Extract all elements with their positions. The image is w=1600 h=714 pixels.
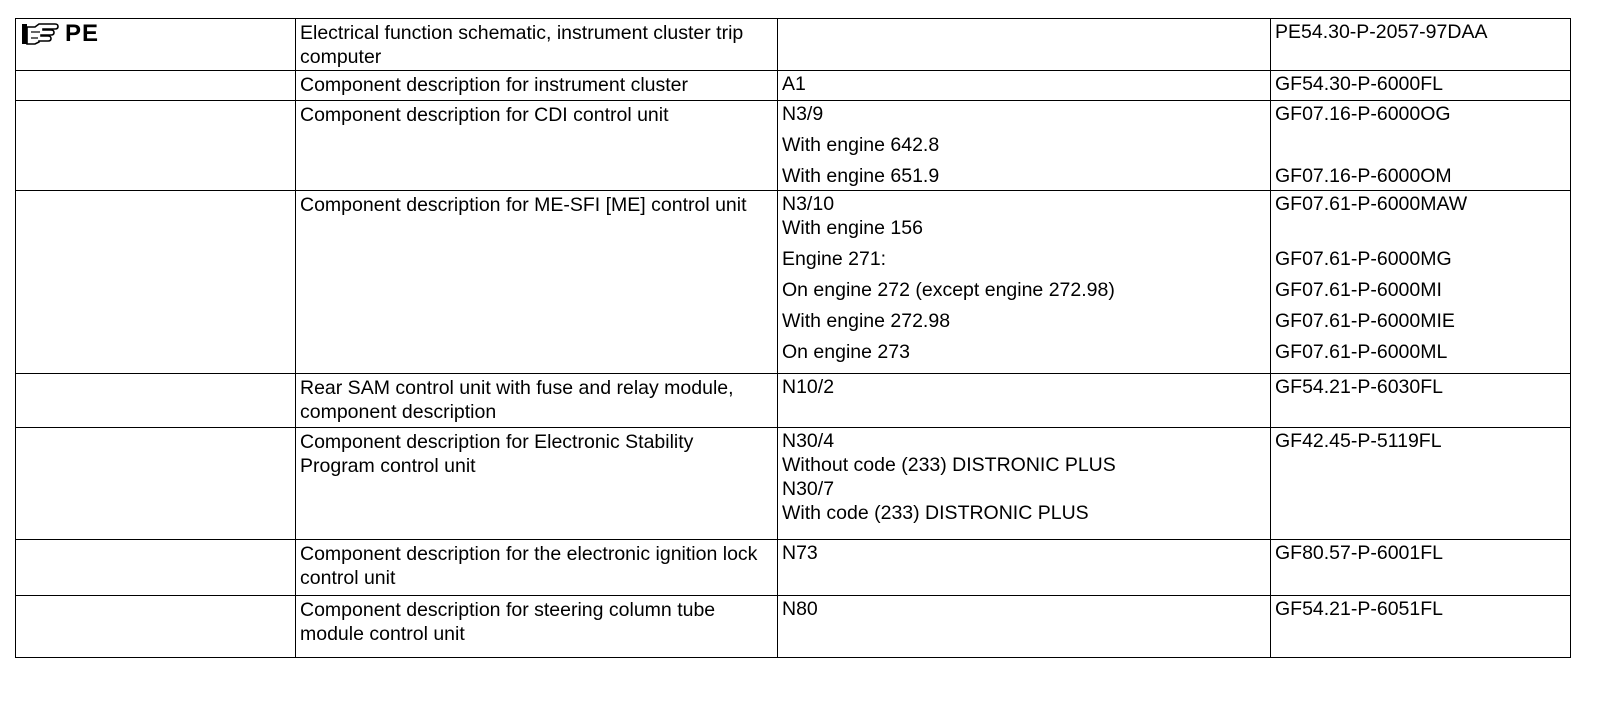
document-code-cell [1271,191,1571,374]
document-code-link[interactable]: GF07.61-P-6000MIE [1275,310,1455,332]
document-code-link[interactable]: GF07.61-P-6000ML [1275,341,1448,363]
description-cell [296,596,778,658]
document-code-link[interactable]: GF54.21-P-6051FL [1275,598,1444,620]
row-detail-line: With engine 642.8 [782,134,940,156]
table-row [16,71,1571,101]
detail-cell [778,71,1271,101]
table-row [16,19,1571,71]
row-detail-line: N80 [782,598,818,620]
detail-cell [778,540,1271,596]
document-code-cell [1271,101,1571,191]
description-cell [296,191,778,374]
empty-marker-cell [16,428,296,540]
document-code-link[interactable]: PE54.30-P-2057-97DAA [1275,21,1488,43]
description-cell [296,428,778,540]
document-code-link[interactable]: GF54.30-P-6000FL [1275,73,1444,95]
empty-marker-cell [16,596,296,658]
row-detail-line: With engine 651.9 [782,165,940,187]
reference-table-body [16,19,1571,658]
row-description: Component description for steering column tube module control unit [300,599,716,645]
row-detail-line: N73 [782,542,818,564]
row-detail-line: N3/10 [782,193,835,215]
detail-cell [778,191,1271,374]
row-detail-line: Without code (233) DISTRONIC PLUS [782,454,1116,476]
detail-cell [778,374,1271,428]
description-cell [296,540,778,596]
table-row [16,596,1571,658]
detail-cell [778,596,1271,658]
detail-cell [778,428,1271,540]
row-detail-line: N30/7 [782,478,835,500]
empty-marker-cell [16,374,296,428]
table-row [16,101,1571,191]
document-code-cell [1271,428,1571,540]
pe-marker [16,20,295,46]
document-code-cell [1271,596,1571,658]
row-detail-line: On engine 272 (except engine 272.98) [782,279,1115,301]
document-code-link[interactable]: GF42.45-P-5119FL [1275,430,1442,452]
document-code-cell [1271,540,1571,596]
document-code-link[interactable] [1271,133,1570,157]
detail-cell [778,101,1271,191]
row-detail-line: N3/9 [782,103,824,125]
description-cell [296,374,778,428]
row-description: Component description for the electronic ignition lock control unit [300,543,758,589]
row-description: Component description for ME-SFI [ME] control unit [300,194,747,216]
document-code-link[interactable]: GF07.61-P-6000MAW [1275,193,1468,215]
document-code-cell [1271,71,1571,101]
row-detail-line: A1 [782,73,806,95]
empty-marker-cell [16,191,296,374]
row-detail-line: N10/2 [782,376,835,398]
row-description: Component description for CDI control unit [300,104,669,126]
row-detail-line: N30/4 [782,430,835,452]
empty-marker-cell [16,101,296,191]
document-code-link[interactable]: GF07.61-P-6000MI [1275,279,1442,301]
document-code-link[interactable]: GF07.16-P-6000OG [1275,103,1451,125]
reference-table [15,18,1571,658]
description-cell [296,101,778,191]
document-code-link[interactable] [1271,216,1570,240]
description-cell [296,19,778,71]
row-description: Component description for instrument cluster [300,74,689,96]
row-detail-line: Engine 271: [782,248,887,270]
description-cell [296,71,778,101]
empty-marker-cell [16,540,296,596]
row-description: Component description for Electronic Stability Program control unit [300,431,694,477]
row-detail-line: With engine 156 [782,217,923,239]
row-detail-line: With engine 272.98 [782,310,951,332]
document-code-cell [1271,374,1571,428]
pe-marker-cell [16,19,296,71]
document-body [15,18,1571,658]
table-row [16,191,1571,374]
row-description: Rear SAM control unit with fuse and relay module, component description [300,377,734,423]
row-detail-line: On engine 273 [782,341,910,363]
document-code-link[interactable]: GF07.61-P-6000MG [1275,248,1452,270]
row-detail-line: With code (233) DISTRONIC PLUS [782,502,1089,524]
document-code-link[interactable]: GF80.57-P-6001FL [1275,542,1444,564]
empty-marker-cell [16,71,296,101]
pointing-hand-icon [21,23,59,45]
pe-prefix-label: PE [65,20,100,47]
table-row [16,374,1571,428]
row-description: Electrical function schematic, instrument cluster trip computer [300,22,744,68]
document-code-link[interactable]: GF07.16-P-6000OM [1275,165,1452,187]
table-row [16,540,1571,596]
document-code-cell [1271,19,1571,71]
table-row [16,428,1571,540]
document-code-link[interactable]: GF54.21-P-6030FL [1275,376,1444,398]
detail-cell [778,19,1271,71]
